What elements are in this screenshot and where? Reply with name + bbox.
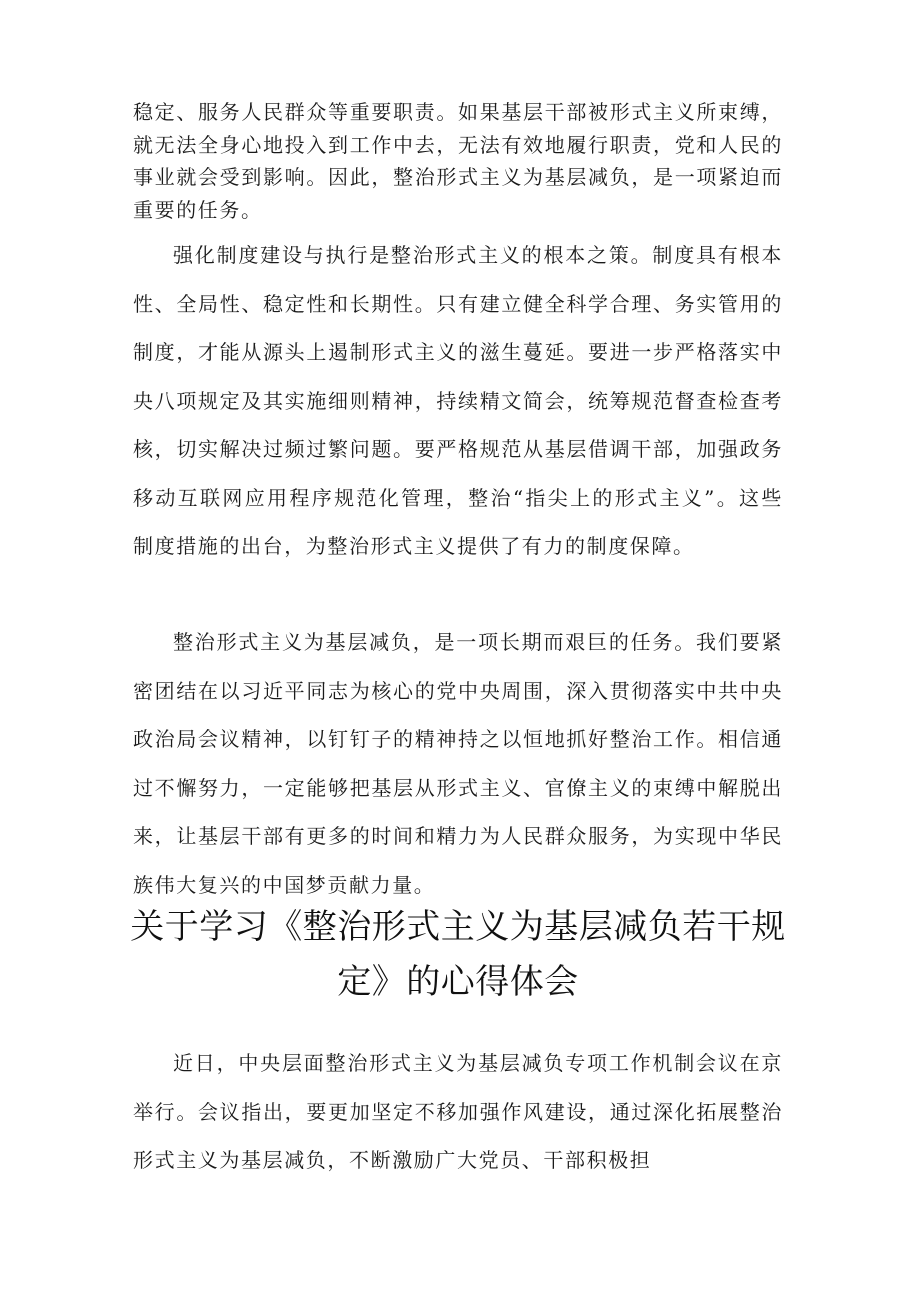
body-paragraph-3: 整治形式主义为基层减负，是一项长期而艰巨的任务。我们要紧密团结在以习近平同志为核心的党中央周围，深入贯彻落实中共中央政治局会议精神，以钉钉子的精神持之以恒地抓好整治工作。相信通过不懈努力，一定能够把基层从形式主义、官僚主义的束缚中解脱出来，让基层干部有更多的时间和精力为人民群众服务，为实现中华民族伟大复兴的中国梦贡献力量。 — [133, 630, 783, 897]
body-paragraph-2: 强化制度建设与执行是整治形式主义的根本之策。制度具有根本性、全局性、稳定性和长期性。只有建立健全科学合理、务实管用的制度，才能从源头上遏制形式主义的滋生蔓延。要进一步严格落实中央八项规定及其实施细则精神，持续精文简会，统筹规范督查检查考核，切实解决过频过繁问题。要严格规范从基层借调干部，加强政务移动互联网应用程序规范化管理，整治“指尖上的形式主义”。这些制度措施的出台，为整治形式主义提供了有力的制度保障。 — [133, 243, 783, 558]
article-title: 关于学习《整治形式主义为基层减负若干规定》的心得体会 — [130, 907, 786, 1002]
body-paragraph-4: 近日，中央层面整治形式主义为基层减负专项工作机制会议在京举行。会议指出，要更加坚定不移加强作风建设，通过深化拓展整治形式主义为基层减负，不断激励广大党员、干部积极担 — [133, 1051, 783, 1172]
body-paragraph-1: 稳定、服务人民群众等重要职责。如果基层干部被形式主义所束缚，就无法全身心地投入到工作中去，无法有效地履行职责，党和人民的事业就会受到影响。因此，整治形式主义为基层减负，是一项紧迫而重要的任务。 — [133, 100, 783, 222]
